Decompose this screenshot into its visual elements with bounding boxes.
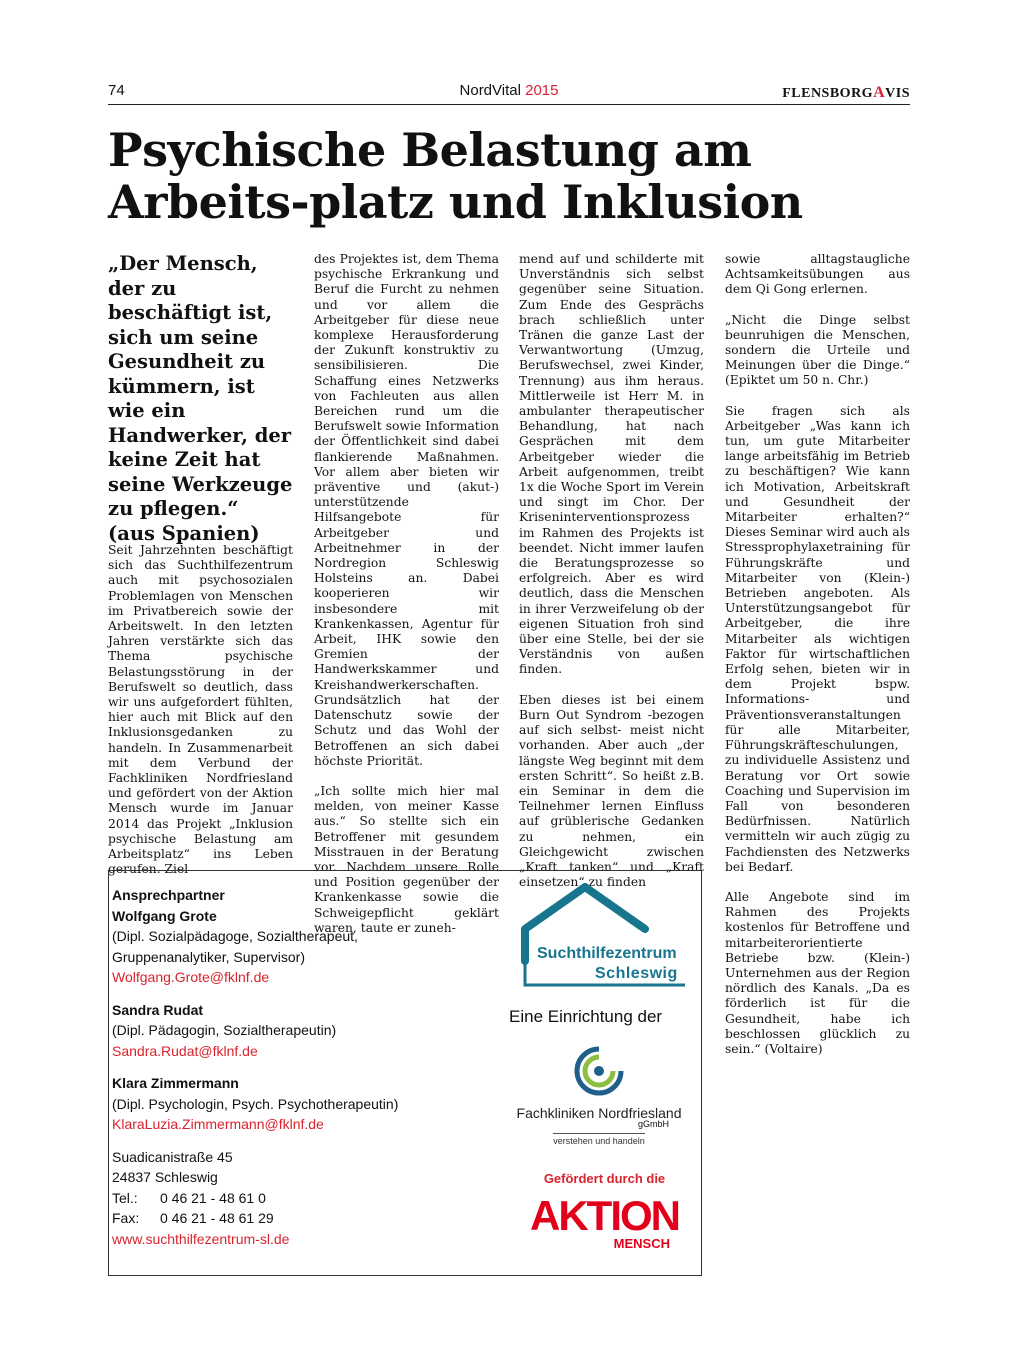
paragraph: des Projektes ist, dem Thema psychische Erkrankung und Beruf die Furcht zu nehmen und vor allem die Arbeitgeber für diese neue komplexe Herausforderung der Zukunft konstruktiv zu sensibilisieren. Die Schaffung eines Netzwerks von Fachleuten aus allen Bereichen rund um die Berufswelt sowie Information der Öffentlichkeit sind dabei flankierende Maßnahmen. Vor allem aber bieten wir präventive und (akut-) unterstützende Hilfsangebote für Arbeitgeber und Arbeitnehmer in der Nordregion Schleswig Holsteins an. Dabei kooperieren wir insbesondere mit Krankenkassen, Agentur für Arbeit, IHK sowie den Gremien der Handwerkskammer und Kreishandwerkerschaften. Grundsätzlich hat der Datenschutz sowie der Schutz und das Wohl der Betroffenen an sich dabei höchste Priorität. bbox=[314, 252, 499, 768]
website-link[interactable]: www.suchthilfezentrum-sl.de bbox=[112, 1230, 290, 1247]
article-column-2 bbox=[314, 252, 499, 951]
paragraph: „Nicht die Dinge selbst beunruhigen die Menschen, sondern die Urteile und Meinungen über die Dinge.“ (Epiktet um 50 n. Chr.) bbox=[725, 312, 910, 388]
paragraph: sowie alltagstaugliche Achtsamkeitsübungen aus dem Qi Gong erlernen. bbox=[725, 252, 910, 297]
logo-line-1: Suchthilfezentrum bbox=[537, 945, 677, 962]
street: Suadicanistraße 45 bbox=[112, 1148, 233, 1165]
tel-number: 0 46 21 - 48 61 0 bbox=[160, 1189, 266, 1206]
person-name: Sandra Rudat bbox=[112, 1001, 204, 1018]
phone-row bbox=[112, 1188, 412, 1209]
address bbox=[112, 1147, 412, 1250]
suchthilfezentrum-logo bbox=[505, 881, 695, 993]
fax-label: Fax: bbox=[112, 1210, 140, 1226]
fachkliniken-logo bbox=[509, 1043, 689, 1148]
pull-quote bbox=[108, 252, 298, 546]
gefoerdert-text: Gefördert durch die bbox=[543, 1171, 666, 1186]
aktion-word: AKTION bbox=[530, 1192, 679, 1239]
contact-list bbox=[112, 885, 412, 1249]
pull-quote-text: „Der Mensch, der zu beschäftigt ist, sich um seine Gesundheit zu kümmern, ist wie ein Handwerker, der keine Zeit hat seine Werkzeuge zu pflegen.“ bbox=[108, 252, 293, 520]
article-column-1 bbox=[108, 543, 293, 892]
brand-prefix: FLENSBORG bbox=[782, 86, 874, 101]
aktion-mensch-logo bbox=[517, 1171, 692, 1251]
person-role: (Dipl. Pädagogin, Sozialtherapeutin) bbox=[112, 1022, 337, 1038]
fax-row bbox=[112, 1208, 412, 1229]
magazine-year: 2015 bbox=[525, 82, 559, 99]
contact-heading: Ansprechpartner bbox=[112, 887, 225, 903]
paragraph: mend auf und schilderte mit Unverständnis sich selbst gegenüber seine Situation. Zum Ende des Gesprächs brach schließlich unter Tränen die ganze Last der Verwantwortung (Umzug, Berufswechsel, zwei Kinder, Trennung) aus ihm heraus. Mittlerweile ist Herr M. in ambulanter therapeutischer Behandlung, hat nach Gesprächen mit dem Arbeitgeber wieder die Arbeit aufgenommen, treibt 1x die Woche Sport im Verein und singt im Chor. Der Kriseninterventionsprozess im Rahmen des Projekts ist beendet. Nicht immer laufen die Beratungsprozesse so erfolgreich. Aber es wird deutlich, dass die Menschen in ihrer Verzweifelung ob der eigenen Situation froh sind über eine Stelle, bei der sie Verständnis von außen finden. bbox=[519, 252, 704, 677]
article-column-3 bbox=[519, 252, 704, 905]
person-email[interactable]: KlaraLuzia.Zimmermann@fklnf.de bbox=[112, 1116, 324, 1132]
mensch-word: MENSCH bbox=[613, 1236, 670, 1251]
magazine-name: NordVital bbox=[459, 82, 521, 99]
person-role: (Dipl. Psychologin, Psych. Psychotherapeutin) bbox=[112, 1095, 399, 1112]
contact-box bbox=[108, 870, 702, 1276]
article-column-4 bbox=[725, 252, 910, 1072]
brand-a: A bbox=[873, 84, 886, 101]
city: 24837 Schleswig bbox=[112, 1169, 218, 1185]
contact-person bbox=[112, 906, 412, 988]
fk-slogan: verstehen und handeln bbox=[553, 1133, 645, 1146]
person-email[interactable]: Wolfgang.Grote@fklnf.de bbox=[112, 969, 270, 985]
brand-suffix: VIS bbox=[885, 86, 910, 101]
spiral-logo-icon bbox=[571, 1043, 627, 1099]
logo-line-2: Schleswig bbox=[595, 965, 678, 982]
paragraph: „Ich sollte mich hier mal melden, von meiner Kasse aus.“ So stellte sich ein Betroffener mit gesundem Misstrauen in der Beratung vor. Nachdem unsere Rolle und Position gegenüber der Krankenkasse sowie die Schweigepflicht geklärt waren, taute er zuneh- bbox=[314, 783, 499, 935]
paragraph: Seit Jahrzehnten beschäftigt sich das Suchthilfezentrum auch mit psychosozialen Problemlagen von Menschen im Privatbereich sowie der Arbeitswelt. In den letzten Jahren verstärkte sich das Thema psychische Belastungsstörung in der Berufswelt so deutlich, dass wir uns aufgefordert fühlten, hier auch mit Blick auf den Inklusionsgedanken zu handeln. In Zusammenarbeit mit dem Verbund der Fachkliniken Nordfriesland und gefördert von der Aktion Mensch wurde im Januar 2014 das Projekt „Inklusion psychische Belastung am Arbeitsplatz“ ins Leben gerufen. Ziel bbox=[108, 543, 293, 877]
tel-label: Tel.: bbox=[112, 1189, 138, 1206]
person-email[interactable]: Sandra.Rudat@fklnf.de bbox=[112, 1042, 258, 1059]
page-number: 74 bbox=[108, 82, 125, 99]
contact-person bbox=[112, 1000, 412, 1062]
fk-gmbh: gGmbH bbox=[637, 1119, 669, 1129]
newspaper-logo bbox=[782, 84, 910, 102]
pull-quote-source: (aus Spanien) bbox=[108, 521, 260, 545]
page-header bbox=[108, 82, 910, 105]
person-role: Gruppenanalytiker, Supervisor) bbox=[112, 948, 305, 965]
paragraph: Alle Angebote sind im Rahmen des Projekts kostenlos für Betroffene und mitarbeiterorientierte Betriebe bzw. (Klein-) Unternehmen aus der Region nördlich des Kanals. „Da es förderlich ist für die Gesundheit, habe ich beschlossen glücklich zu sein.“ (Voltaire) bbox=[725, 889, 910, 1056]
paragraph: Sie fragen sich als Arbeitgeber „Was kann ich tun, um gute Mitarbeiter lange arbeitsfähig im Betrieb zu beschäftigen? Wie kann ich Motivation, Arbeitskraft und Gesundheit der Mitarbeiter erhalten?“ Dieses Seminar wird auch als Stressprophylaxetraining für Führungskräfte und Mitarbeiter von (Klein-) Betrieben angeboten. Als Unterstützungsangebot für Arbeitgeber, die ihre Mitarbeiter als wichtigen Faktor für wirtschaftlichen Erfolg sehen, bieten wir in dem Projekt bspw. Informations- und Präventionsveranstaltungen für alle Mitarbeiter, Führungskräfteschulungen, zu individuelle Assistenz und Beratung vor Ort sowie Coaching und Supervision im Fall von besonderen Bedürfnissen. Natürlich vermitteln wir auch zügig zu Fachdiensten des Netzwerks bei Bedarf. bbox=[725, 403, 910, 874]
article-title: Psychische Belastung am Arbeits-platz und Inklusion bbox=[108, 123, 803, 229]
person-role: (Dipl. Sozialpädagoge, Sozialtherapeut, bbox=[112, 928, 358, 944]
paragraph: Eben dieses ist bei einem Burn Out Syndrom -bezogen auf sich selbst- meist nicht vorhanden. Aber auch „der längste Weg beginnt mit dem ersten Schritt“. So heißt z.B. ein Seminar in dem die Teilnehmer lernen Einfluss auf grüblerische Gedanken zu nehmen, ein Gleichgewicht zwischen „Kraft tanken“ und „Kraft einsetzen“ zu finden bbox=[519, 692, 704, 890]
fk-name: Fachkliniken Nordfriesland bbox=[516, 1105, 682, 1121]
person-name: Klara Zimmermann bbox=[112, 1075, 239, 1091]
person-name: Wolfgang Grote bbox=[112, 907, 217, 924]
einrichtung-text: Eine Einrichtung der bbox=[509, 1007, 663, 1026]
contact-person bbox=[112, 1073, 412, 1135]
fax-number: 0 46 21 - 48 61 29 bbox=[160, 1210, 274, 1226]
